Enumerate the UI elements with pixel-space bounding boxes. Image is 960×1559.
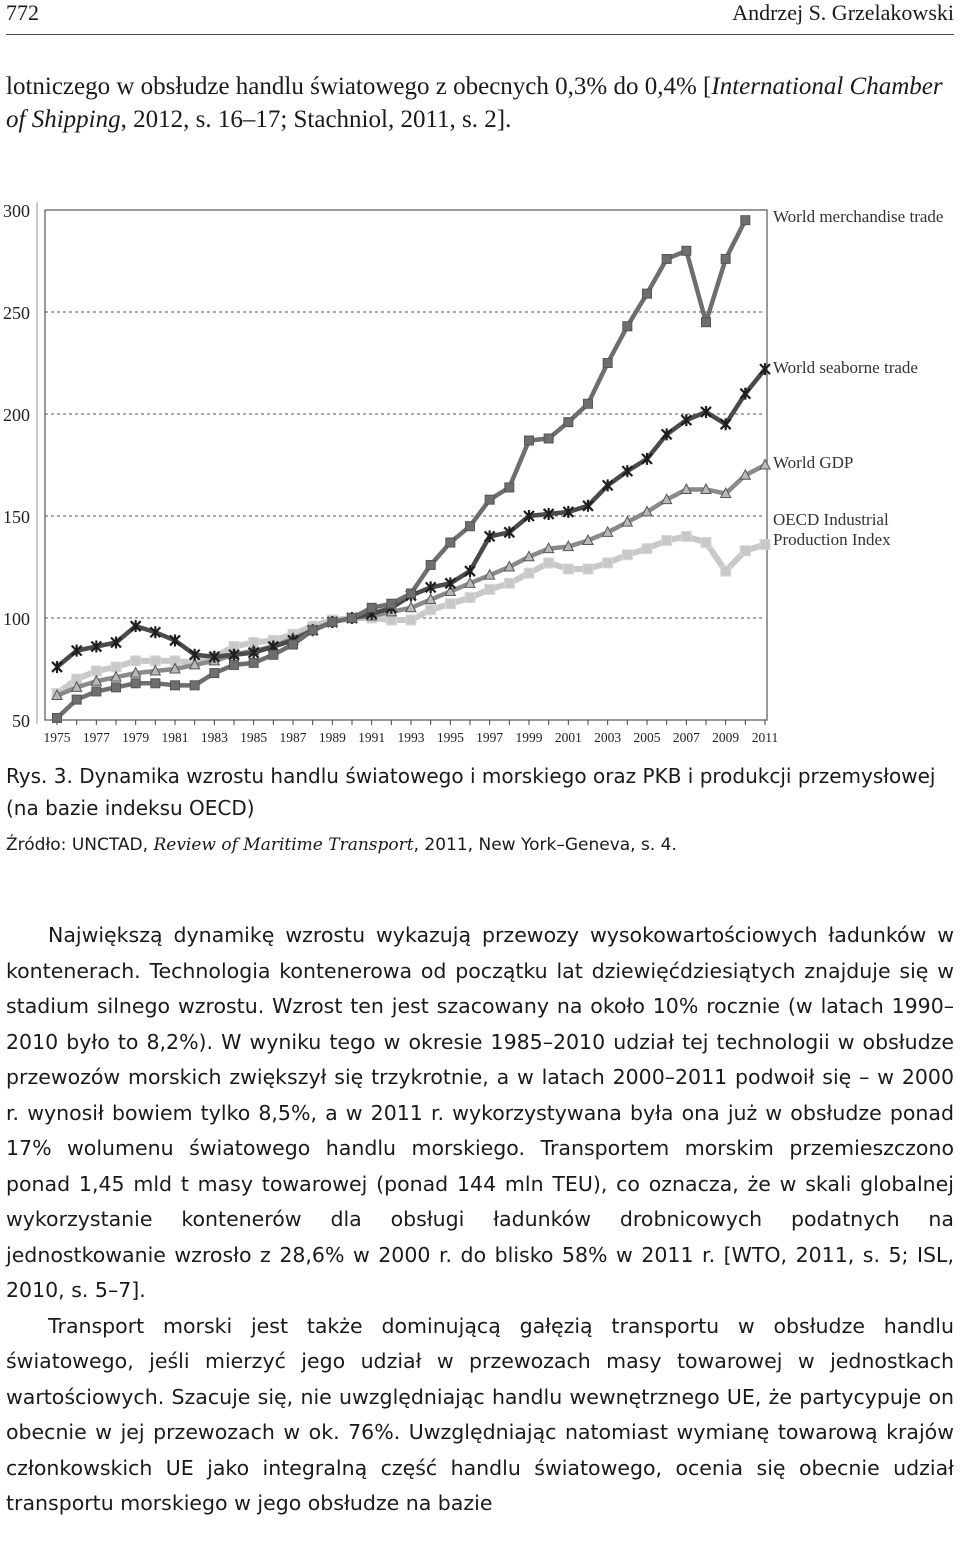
data-point	[603, 359, 612, 368]
data-point	[308, 626, 317, 635]
data-point	[53, 713, 62, 722]
data-point	[702, 318, 711, 327]
data-point	[289, 640, 298, 649]
x-axis-ticks	[44, 720, 779, 745]
x-tick-label: 1981	[161, 730, 189, 745]
data-point	[603, 558, 613, 568]
body-paragraph-2: Transport morski jest także dominującą gałęzią transportu w obsłudze handlu światowego, jeśli mierzyć jego udział w przewozach masy towarowej w jednostkach wartościowych. Szacuje się, nie uwzględniając handlu wewnętrznego UE, że partycypuje on obecnie w jej przewozach w ok. 76%. Uwzględniając natomiast wymianę towarową krajów członkowskich UE jako integralną część handlu światowego, ocenia się obecnie udział transportu morskiego w jego obsłudze na bazie	[6, 1313, 954, 1515]
intro-italic: International Chamber of Shipping	[6, 73, 943, 133]
figure-chart	[0, 195, 960, 750]
source-text-2: , 2011, New York–Geneva, s. 4.	[413, 835, 677, 855]
x-tick-label: 2007	[672, 730, 700, 745]
chart-grid	[37, 202, 767, 724]
x-tick-label: 2011	[751, 730, 779, 745]
y-axis-ticks	[3, 201, 30, 731]
data-point	[623, 322, 632, 331]
data-point	[426, 560, 435, 569]
legend-seaborne: World seaborne trade	[773, 358, 918, 377]
figure-source	[6, 832, 956, 858]
x-tick-label: 2003	[594, 730, 622, 745]
data-point	[446, 538, 455, 547]
data-point	[760, 540, 770, 550]
data-point	[111, 662, 121, 672]
data-point	[72, 695, 81, 704]
data-point	[210, 669, 219, 678]
body-paragraph-1: Największą dynamikę wzrostu wykazują przewozy wysokowartościowych ładunków w kontenerach. Technologia kontenerowa od początku lat dziewięćdziesiątych znajduje się w stadium silnego wzrostu. Wzrost ten jest szacowany na około 10% rocznie (w latach 1990–2010 było to 8,2%). W wyniku tego w okresie 1985–2010 udział tej technologii w obsłudze przewozów morskich zwiększył się trzykrotnie, a w latach 2000–2011 podwoił się – w 2000 r. wynosił bowiem tylko 8,5%, a w 2011 r. wykorzystywana była ona już w obsłudze ponad 17% wolumenu światowego handlu morskiego. Transportem morskim przemieszczono ponad 1,45 mld t masy towarowej (ponad 144 mln TEU), co oznacza, że w skali globalnej wykorzystanie kontenerów dla obsługi ładunków drobnicowych podatnych na jednostkowanie wzrosło z 28,6% w 2000 r. do blisko 58% w 2011 r. [WTO, 2011, s. 5; ISL, 2010, s. 5–7].	[6, 923, 954, 1302]
y-tick-label: 150	[3, 507, 30, 527]
data-point	[721, 566, 731, 576]
body-text	[6, 918, 954, 1522]
data-point	[407, 589, 416, 598]
x-tick-label: 1999	[515, 730, 543, 745]
data-point	[485, 495, 494, 504]
data-point	[151, 679, 160, 688]
x-tick-label: 2005	[633, 730, 661, 745]
data-point	[269, 650, 278, 659]
y-tick-label: 300	[3, 201, 30, 221]
running-header	[6, 0, 954, 30]
data-point	[642, 544, 652, 554]
source-italic: Review of Maritime Transport	[153, 835, 414, 855]
data-point	[249, 658, 258, 667]
legend-merchandise: World merchandise trade	[773, 207, 944, 226]
header-rule	[6, 34, 954, 35]
data-point	[564, 418, 573, 427]
x-tick-label: 1995	[436, 730, 464, 745]
data-point	[348, 614, 357, 623]
data-point	[190, 681, 199, 690]
x-tick-label: 2009	[712, 730, 740, 745]
data-point	[682, 246, 691, 255]
figure-caption: Rys. 3. Dynamika wzrostu handlu światowego i morskiego oraz PKB i produkcji przemysłowej (na bazie indeksu OECD)	[6, 764, 936, 820]
x-tick-label: 1987	[279, 730, 307, 745]
data-point	[760, 363, 770, 375]
data-point	[150, 656, 160, 666]
x-tick-label: 2001	[554, 730, 582, 745]
data-point	[525, 436, 534, 445]
data-point	[426, 605, 436, 615]
x-tick-label: 1983	[200, 730, 228, 745]
data-point	[485, 584, 495, 594]
legend-oecd-line2: Production Index	[773, 530, 891, 549]
intro-text-1: lotniczego w obsłudze handlu światowego z obecnych 0,3% do 0,4% [	[6, 73, 712, 100]
series-world-seaborne-trade	[52, 363, 770, 673]
data-point	[171, 681, 180, 690]
data-point	[741, 216, 750, 225]
intro-text-2: , 2012, s. 16–17; Stachniol, 2011, s. 2].	[120, 106, 512, 133]
data-point	[544, 434, 553, 443]
chart-series	[52, 216, 770, 723]
x-tick-label: 1991	[358, 730, 386, 745]
x-tick-label: 1989	[318, 730, 346, 745]
data-point	[760, 460, 770, 470]
data-point	[112, 683, 121, 692]
data-point	[740, 546, 750, 556]
x-tick-label: 1997	[476, 730, 504, 745]
intro-paragraph	[6, 70, 956, 136]
x-tick-label: 1975	[43, 730, 71, 745]
data-point	[584, 399, 593, 408]
data-point	[465, 593, 475, 603]
x-tick-label: 1993	[397, 730, 425, 745]
data-point	[662, 254, 671, 263]
data-point	[563, 564, 573, 574]
data-point	[367, 603, 376, 612]
source-text-1: Źródło: UNCTAD,	[6, 835, 154, 855]
data-point	[504, 578, 514, 588]
chart-legend	[773, 207, 943, 549]
data-point	[131, 679, 140, 688]
plot-frame	[45, 210, 767, 720]
data-point	[92, 687, 101, 696]
data-point	[230, 660, 239, 669]
data-point	[131, 656, 141, 666]
data-point	[445, 599, 455, 609]
data-point	[740, 388, 750, 400]
data-point	[466, 522, 475, 531]
y-tick-label: 200	[3, 405, 30, 425]
page-number: 772	[6, 0, 39, 25]
x-tick-label: 1985	[240, 730, 268, 745]
data-point	[524, 568, 534, 578]
running-author: Andrzej S. Grzelakowski	[732, 0, 954, 25]
data-point	[386, 615, 396, 625]
x-tick-label: 1979	[122, 730, 150, 745]
data-point	[662, 535, 672, 545]
data-point	[622, 550, 632, 560]
data-point	[681, 531, 691, 541]
data-point	[701, 538, 711, 548]
data-point	[406, 615, 416, 625]
y-tick-label: 250	[3, 303, 30, 323]
data-point	[387, 599, 396, 608]
legend-gdp: World GDP	[773, 453, 854, 472]
y-tick-label: 100	[3, 609, 30, 629]
legend-oecd-line1: OECD Industrial	[773, 510, 889, 529]
x-tick-label: 1977	[82, 730, 110, 745]
data-point	[721, 254, 730, 263]
data-point	[505, 483, 514, 492]
y-tick-label: 50	[12, 711, 30, 731]
data-point	[91, 666, 101, 676]
data-point	[328, 618, 337, 627]
data-point	[544, 558, 554, 568]
series-world-merchandise-trade	[53, 216, 750, 723]
data-point	[583, 564, 593, 574]
data-point	[643, 289, 652, 298]
